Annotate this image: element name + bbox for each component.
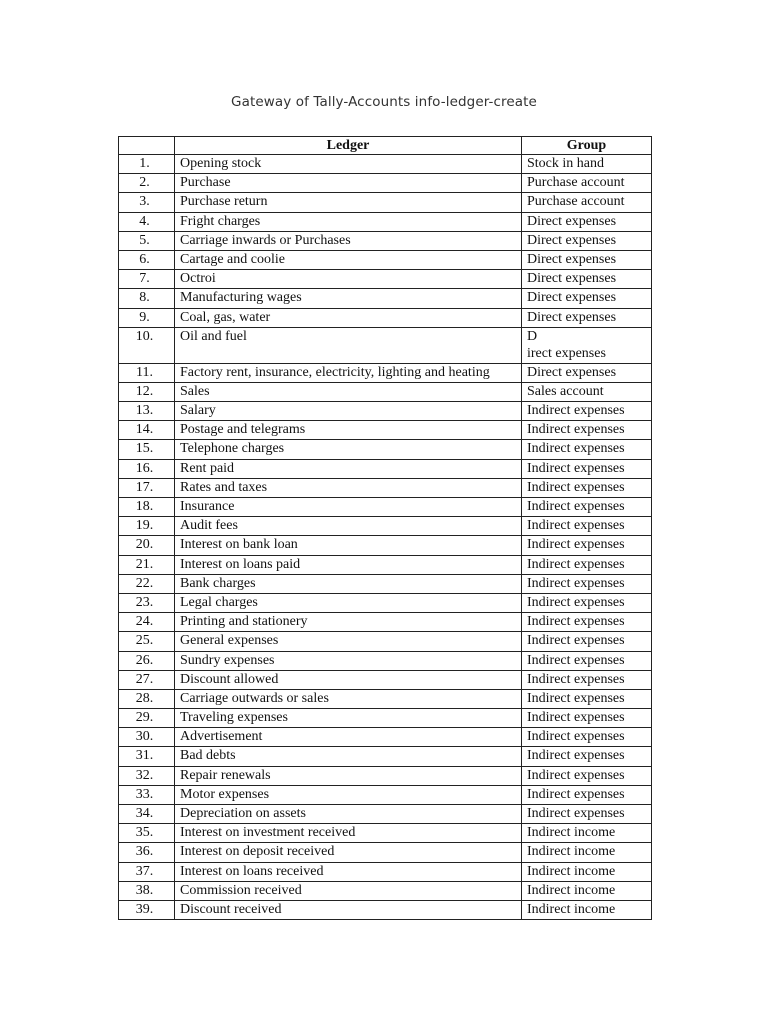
table-row (119, 231, 652, 250)
ledger-name: Sundry expenses (175, 651, 522, 670)
ledger-group: Indirect expenses (522, 689, 652, 708)
ledger-group: Indirect expenses (522, 402, 652, 421)
ledger-name: Depreciation on assets (175, 805, 522, 824)
table-row (119, 632, 652, 651)
row-number: 31. (119, 747, 175, 766)
row-number: 20. (119, 536, 175, 555)
ledger-table (118, 136, 652, 920)
table-row (119, 193, 652, 212)
table-row (119, 670, 652, 689)
row-number: 28. (119, 689, 175, 708)
table-row (119, 651, 652, 670)
row-number: 10. (119, 327, 175, 363)
table-row (119, 574, 652, 593)
ledger-group: Indirect expenses (522, 536, 652, 555)
ledger-name: Sales (175, 382, 522, 401)
row-number: 7. (119, 270, 175, 289)
table-row (119, 824, 652, 843)
ledger-name: Salary (175, 402, 522, 421)
header-number (119, 137, 175, 155)
table-row (119, 440, 652, 459)
header-group: Group (522, 137, 652, 155)
ledger-group: Purchase account (522, 193, 652, 212)
table-row (119, 785, 652, 804)
ledger-name: Interest on deposit received (175, 843, 522, 862)
ledger-group: Direct expenses (522, 308, 652, 327)
ledger-name: Legal charges (175, 593, 522, 612)
ledger-name: Purchase (175, 174, 522, 193)
ledger-group: Indirect expenses (522, 421, 652, 440)
ledger-group: Indirect expenses (522, 459, 652, 478)
row-number: 4. (119, 212, 175, 231)
row-number: 30. (119, 728, 175, 747)
row-number: 9. (119, 308, 175, 327)
row-number: 6. (119, 250, 175, 269)
ledger-name: Manufacturing wages (175, 289, 522, 308)
ledger-name: Interest on investment received (175, 824, 522, 843)
ledger-name: Discount allowed (175, 670, 522, 689)
ledger-name: Printing and stationery (175, 613, 522, 632)
ledger-name: Oil and fuel (175, 327, 522, 363)
table-row (119, 805, 652, 824)
ledger-group: Indirect expenses (522, 747, 652, 766)
ledger-name: Purchase return (175, 193, 522, 212)
row-number: 15. (119, 440, 175, 459)
ledger-name: General expenses (175, 632, 522, 651)
row-number: 13. (119, 402, 175, 421)
row-number: 32. (119, 766, 175, 785)
row-number: 25. (119, 632, 175, 651)
ledger-group: Indirect income (522, 900, 652, 919)
row-number: 12. (119, 382, 175, 401)
ledger-group: Indirect expenses (522, 728, 652, 747)
ledger-name: Opening stock (175, 155, 522, 174)
table-row (119, 747, 652, 766)
ledger-group: Indirect income (522, 881, 652, 900)
ledger-name: Commission received (175, 881, 522, 900)
table-row (119, 327, 652, 363)
table-row (119, 766, 652, 785)
table-row (119, 689, 652, 708)
row-number: 29. (119, 709, 175, 728)
table-row (119, 613, 652, 632)
row-number: 21. (119, 555, 175, 574)
table-row (119, 862, 652, 881)
ledger-group: Direct expenses (522, 289, 652, 308)
row-number: 19. (119, 517, 175, 536)
table-row (119, 382, 652, 401)
ledger-group: Indirect expenses (522, 670, 652, 689)
table-row (119, 536, 652, 555)
ledger-name: Coal, gas, water (175, 308, 522, 327)
ledger-group: Indirect income (522, 843, 652, 862)
table-row (119, 289, 652, 308)
table-row (119, 728, 652, 747)
ledger-table-body (119, 155, 652, 920)
row-number: 1. (119, 155, 175, 174)
row-number: 23. (119, 593, 175, 612)
ledger-group: Indirect expenses (522, 593, 652, 612)
ledger-name: Advertisement (175, 728, 522, 747)
ledger-group: Direct expenses (522, 212, 652, 231)
ledger-name: Postage and telegrams (175, 421, 522, 440)
table-row (119, 250, 652, 269)
ledger-name: Bank charges (175, 574, 522, 593)
table-row (119, 593, 652, 612)
ledger-name: Interest on loans received (175, 862, 522, 881)
table-row (119, 881, 652, 900)
row-number: 37. (119, 862, 175, 881)
table-row (119, 155, 652, 174)
ledger-group: Sales account (522, 382, 652, 401)
ledger-name: Cartage and coolie (175, 250, 522, 269)
ledger-group: Indirect expenses (522, 709, 652, 728)
ledger-group: Indirect expenses (522, 805, 652, 824)
table-row (119, 363, 652, 382)
ledger-group: Indirect expenses (522, 632, 652, 651)
header-ledger: Ledger (175, 137, 522, 155)
ledger-name: Traveling expenses (175, 709, 522, 728)
page-title: Gateway of Tally-Accounts info-ledger-create (231, 94, 537, 110)
ledger-name: Insurance (175, 498, 522, 517)
ledger-group: Indirect expenses (522, 440, 652, 459)
ledger-group (522, 327, 652, 363)
ledger-group: Indirect income (522, 862, 652, 881)
ledger-group: Indirect expenses (522, 766, 652, 785)
ledger-name: Carriage inwards or Purchases (175, 231, 522, 250)
ledger-name: Fright charges (175, 212, 522, 231)
table-header-row (119, 137, 652, 155)
table-row (119, 308, 652, 327)
row-number: 39. (119, 900, 175, 919)
row-number: 34. (119, 805, 175, 824)
row-number: 8. (119, 289, 175, 308)
ledger-group: Indirect expenses (522, 555, 652, 574)
ledger-group: Direct expenses (522, 363, 652, 382)
ledger-group: Indirect expenses (522, 517, 652, 536)
ledger-group: Indirect expenses (522, 478, 652, 497)
table-row (119, 900, 652, 919)
row-number: 17. (119, 478, 175, 497)
ledger-name: Audit fees (175, 517, 522, 536)
ledger-group: Direct expenses (522, 250, 652, 269)
table-row (119, 843, 652, 862)
ledger-group: Purchase account (522, 174, 652, 193)
row-number: 3. (119, 193, 175, 212)
row-number: 18. (119, 498, 175, 517)
ledger-name: Rent paid (175, 459, 522, 478)
table-row (119, 459, 652, 478)
row-number: 5. (119, 231, 175, 250)
ledger-group: Indirect expenses (522, 651, 652, 670)
table-row (119, 498, 652, 517)
ledger-group: Indirect expenses (522, 785, 652, 804)
row-number: 11. (119, 363, 175, 382)
row-number: 36. (119, 843, 175, 862)
table-row (119, 421, 652, 440)
ledger-group: Indirect income (522, 824, 652, 843)
ledger-name: Rates and taxes (175, 478, 522, 497)
ledger-name: Factory rent, insurance, electricity, lighting and heating (175, 363, 522, 382)
ledger-name: Telephone charges (175, 440, 522, 459)
table-row (119, 174, 652, 193)
ledger-group: Direct expenses (522, 231, 652, 250)
ledger-group: Indirect expenses (522, 574, 652, 593)
table-row (119, 270, 652, 289)
ledger-group-line-2: irect expenses (527, 345, 606, 361)
ledger-group: Stock in hand (522, 155, 652, 174)
row-number: 35. (119, 824, 175, 843)
ledger-name: Interest on loans paid (175, 555, 522, 574)
row-number: 2. (119, 174, 175, 193)
row-number: 24. (119, 613, 175, 632)
row-number: 26. (119, 651, 175, 670)
ledger-name: Carriage outwards or sales (175, 689, 522, 708)
ledger-name: Motor expenses (175, 785, 522, 804)
ledger-group: Indirect expenses (522, 498, 652, 517)
ledger-group: Direct expenses (522, 270, 652, 289)
ledger-name: Discount received (175, 900, 522, 919)
row-number: 16. (119, 459, 175, 478)
table-row (119, 555, 652, 574)
row-number: 14. (119, 421, 175, 440)
table-row (119, 517, 652, 536)
row-number: 22. (119, 574, 175, 593)
row-number: 38. (119, 881, 175, 900)
ledger-group-line-1: D (527, 328, 538, 344)
ledger-name: Interest on bank loan (175, 536, 522, 555)
row-number: 27. (119, 670, 175, 689)
table-row (119, 478, 652, 497)
row-number: 33. (119, 785, 175, 804)
ledger-group: Indirect expenses (522, 613, 652, 632)
table-row (119, 212, 652, 231)
ledger-name: Bad debts (175, 747, 522, 766)
table-row (119, 709, 652, 728)
ledger-name: Repair renewals (175, 766, 522, 785)
table-row (119, 402, 652, 421)
ledger-name: Octroi (175, 270, 522, 289)
